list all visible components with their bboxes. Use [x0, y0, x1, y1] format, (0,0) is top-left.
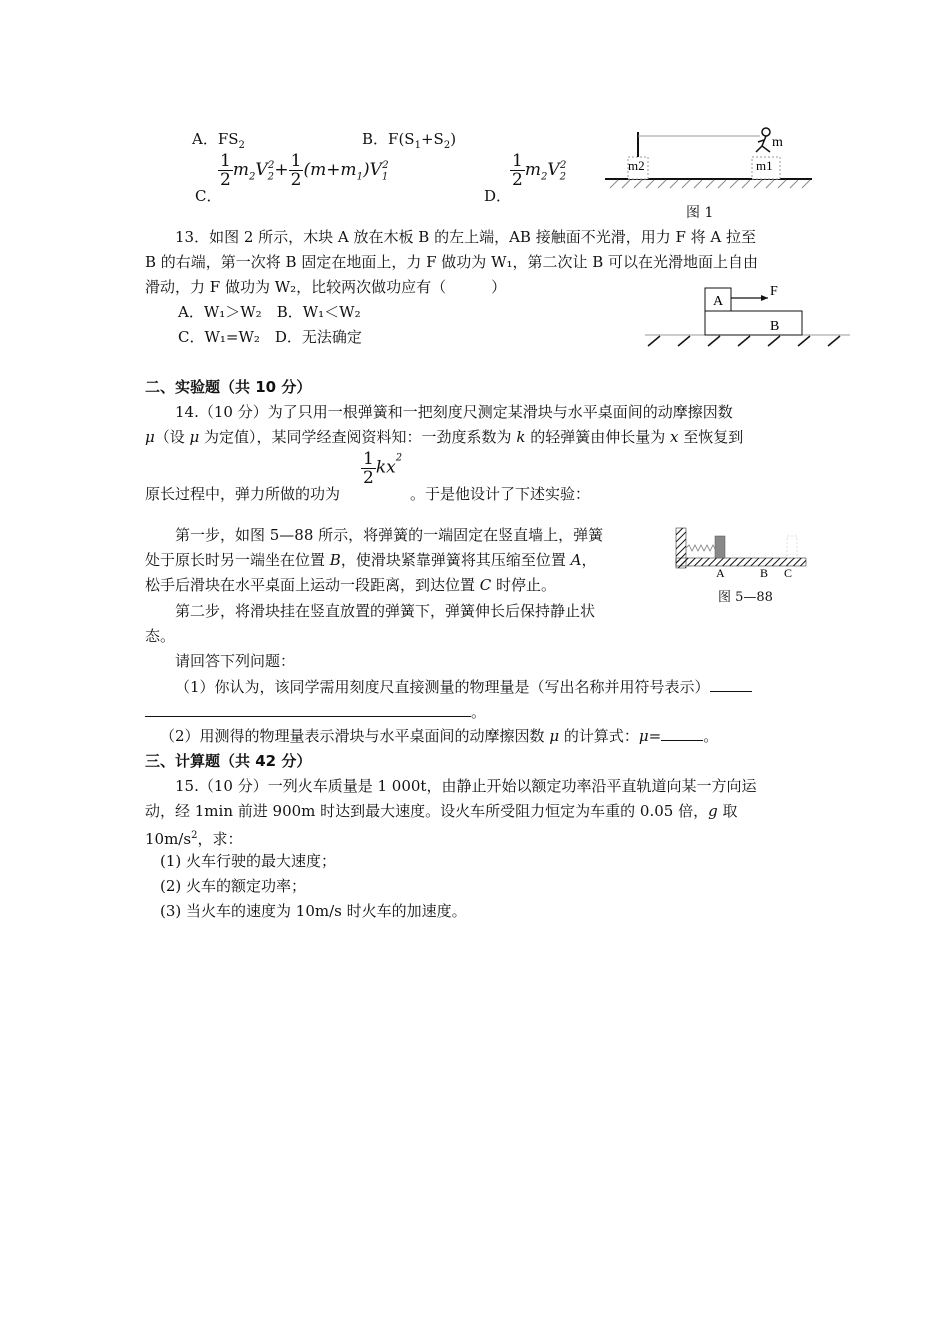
q14-line-1: 14.（10 分）为了只用一根弹簧和一把刻度尺测定某滑块与水平桌面间的动摩擦因数 — [175, 403, 733, 421]
figure-5-88-caption: 图 5—88 — [718, 590, 773, 605]
q15-item-3: (3) 当火车的速度为 10m/s 时火车的加速度。 — [160, 902, 467, 920]
q12-option-d-label: D． — [484, 187, 512, 205]
fig1-label-m1: m1 — [756, 158, 773, 173]
q14-step1-line-1: 第一步，如图 5—88 所示，将弹簧的一端固定在竖直墙上，弹簧 — [175, 526, 604, 544]
q12-option-d-formula: $\frac{1}{2}$ $m_2V_2^2$ — [512, 151, 567, 190]
q14-line-3b: 。于是他设计了下述实验： — [410, 485, 591, 503]
q13-line-2: B 的右端，第一次将 B 固定在地面上，力 F 做功为 W₁，第二次让 B 可以在光滑地面上自由 — [145, 253, 759, 271]
q13-line-1: 13．如图 2 所示，木块 A 放在木板 B 的左上端，AB 接触面不光滑，用力 F 将 A 拉至 — [175, 228, 757, 246]
q14-step2-line-1: 第二步，将滑块挂在竖直放置的弹簧下，弹簧伸长后保持静止状 — [175, 602, 596, 620]
q14-step1-line-2: 处于原长时另一端坐在位置 B，使滑块紧靠弹簧将其压缩至位置 A， — [145, 551, 597, 569]
q12-option-c-label: C． — [195, 187, 222, 205]
figure-1-diagram — [600, 124, 820, 194]
section-3-heading: 三、计算题（共 42 分） — [145, 752, 312, 770]
fig588-label-c: C — [784, 566, 793, 580]
fig2-label-b: B — [770, 319, 780, 334]
q14-subq-2: （2）用测得的物理量表示滑块与水平桌面间的动摩擦因数 μ 的计算式：μ= 。 — [160, 727, 719, 745]
q15-item-1: (1) 火车行驶的最大速度； — [160, 852, 337, 870]
q14-subq-1-answer-line: 。 — [145, 701, 486, 723]
fig588-label-b: B — [760, 566, 769, 580]
figure-2-diagram — [640, 280, 855, 350]
q12-option-a: A．$FS_2$ — [192, 130, 245, 151]
q14-subq-1: （1）你认为，该同学需用刻度尺直接测量的物理量是（写出名称并用符号表示） — [175, 676, 752, 698]
figure-1-caption: 图 1 — [686, 205, 714, 221]
fig1-label-m2: m2 — [628, 158, 645, 173]
fig2-label-f: F — [770, 284, 778, 299]
q12-option-c-formula: $\frac{1}{2}$ $m_2V_2^2+$ $\frac{1}{2}$ $(m+m_1)V_1^2$ — [220, 151, 389, 190]
q14-work-formula: $\frac{1}{2}$ $kx^2$ — [363, 449, 403, 488]
q14-line-3a: 原长过程中，弹力所做的功为 — [145, 485, 341, 503]
q14-line-2: μ（设 μ 为定值），某同学经查阅资料知：一劲度系数为 k 的轻弹簧由伸长量为 x 至恢复到 — [145, 428, 744, 446]
q14-ask: 请回答下列问题： — [175, 652, 296, 670]
q12-option-b: B．$F(S_1+S_2)$ — [362, 130, 457, 151]
q15-line-3: $10m/s^2$，求： — [145, 830, 243, 848]
fig2-label-a: A — [713, 294, 724, 309]
fig588-label-a: A — [716, 566, 725, 580]
q15-line-2: 动，经 1min 前进 900m 时达到最大速度。设火车所受阻力恒定为车重的 0.05 倍，g 取 — [145, 802, 738, 820]
q13-options-cd: C．W₁=W₂ D．无法确定 — [178, 328, 362, 346]
q13-options-ab: A．W₁＞W₂ B．W₁＜W₂ — [178, 303, 361, 321]
q15-line-1: 15.（10 分）一列火车质量是 1 000t，由静止开始以额定功率沿平直轨道向某一方向运 — [175, 777, 757, 795]
q15-item-2: (2) 火车的额定功率； — [160, 877, 307, 895]
q13-line-3: 滑动，力 F 做功为 W₂，比较两次做功应有（ ） — [145, 278, 507, 296]
figure-5-88-diagram — [672, 524, 812, 580]
section-2-heading: 二、实验题（共 10 分） — [145, 378, 312, 396]
q14-step2-line-2: 态。 — [145, 627, 176, 645]
q14-step1-line-3: 松手后滑块在水平桌面上运动一段距离，到达位置 C 时停止。 — [145, 576, 557, 594]
fig1-label-m: m — [772, 135, 783, 150]
